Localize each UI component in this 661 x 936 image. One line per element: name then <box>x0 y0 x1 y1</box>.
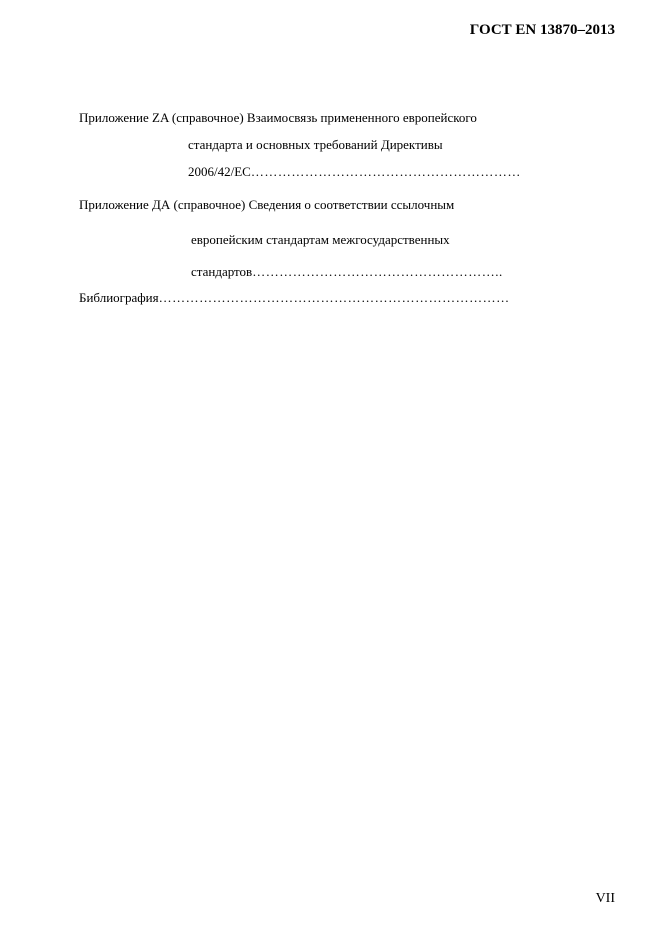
toc-entry-annex-za-line-2: стандарта и основных требований Директивы <box>188 137 443 152</box>
page-number: VII <box>595 891 615 906</box>
toc-entry-label: стандартов <box>191 264 253 279</box>
toc-entry-annex-da-line-2: европейским стандартам межгосударственных <box>191 232 450 247</box>
toc-entry-label: Библиография <box>79 290 159 305</box>
toc-entry-annex-za-line-1: Приложение ZA (справочное) Взаимосвязь примененного европейского <box>79 110 477 125</box>
toc-entry-label: 2006/42/EC <box>188 164 251 179</box>
toc-leader-dots: …………………………………………………… <box>250 164 521 179</box>
toc-entry-bibliography <box>79 291 510 304</box>
toc-entry-annex-da-line-1: Приложение ДА (справочное) Сведения о соответствии ссылочным <box>79 197 455 212</box>
toc-entry-annex-za-line-3 <box>188 165 521 178</box>
toc-leader-dots: ……………………………………………….. <box>252 264 503 279</box>
toc-leader-dots: …………………………………………………………………… <box>158 290 510 305</box>
document-header: ГОСТ EN 13870–2013 <box>469 22 615 38</box>
toc-entry-annex-da-line-3 <box>191 265 503 278</box>
